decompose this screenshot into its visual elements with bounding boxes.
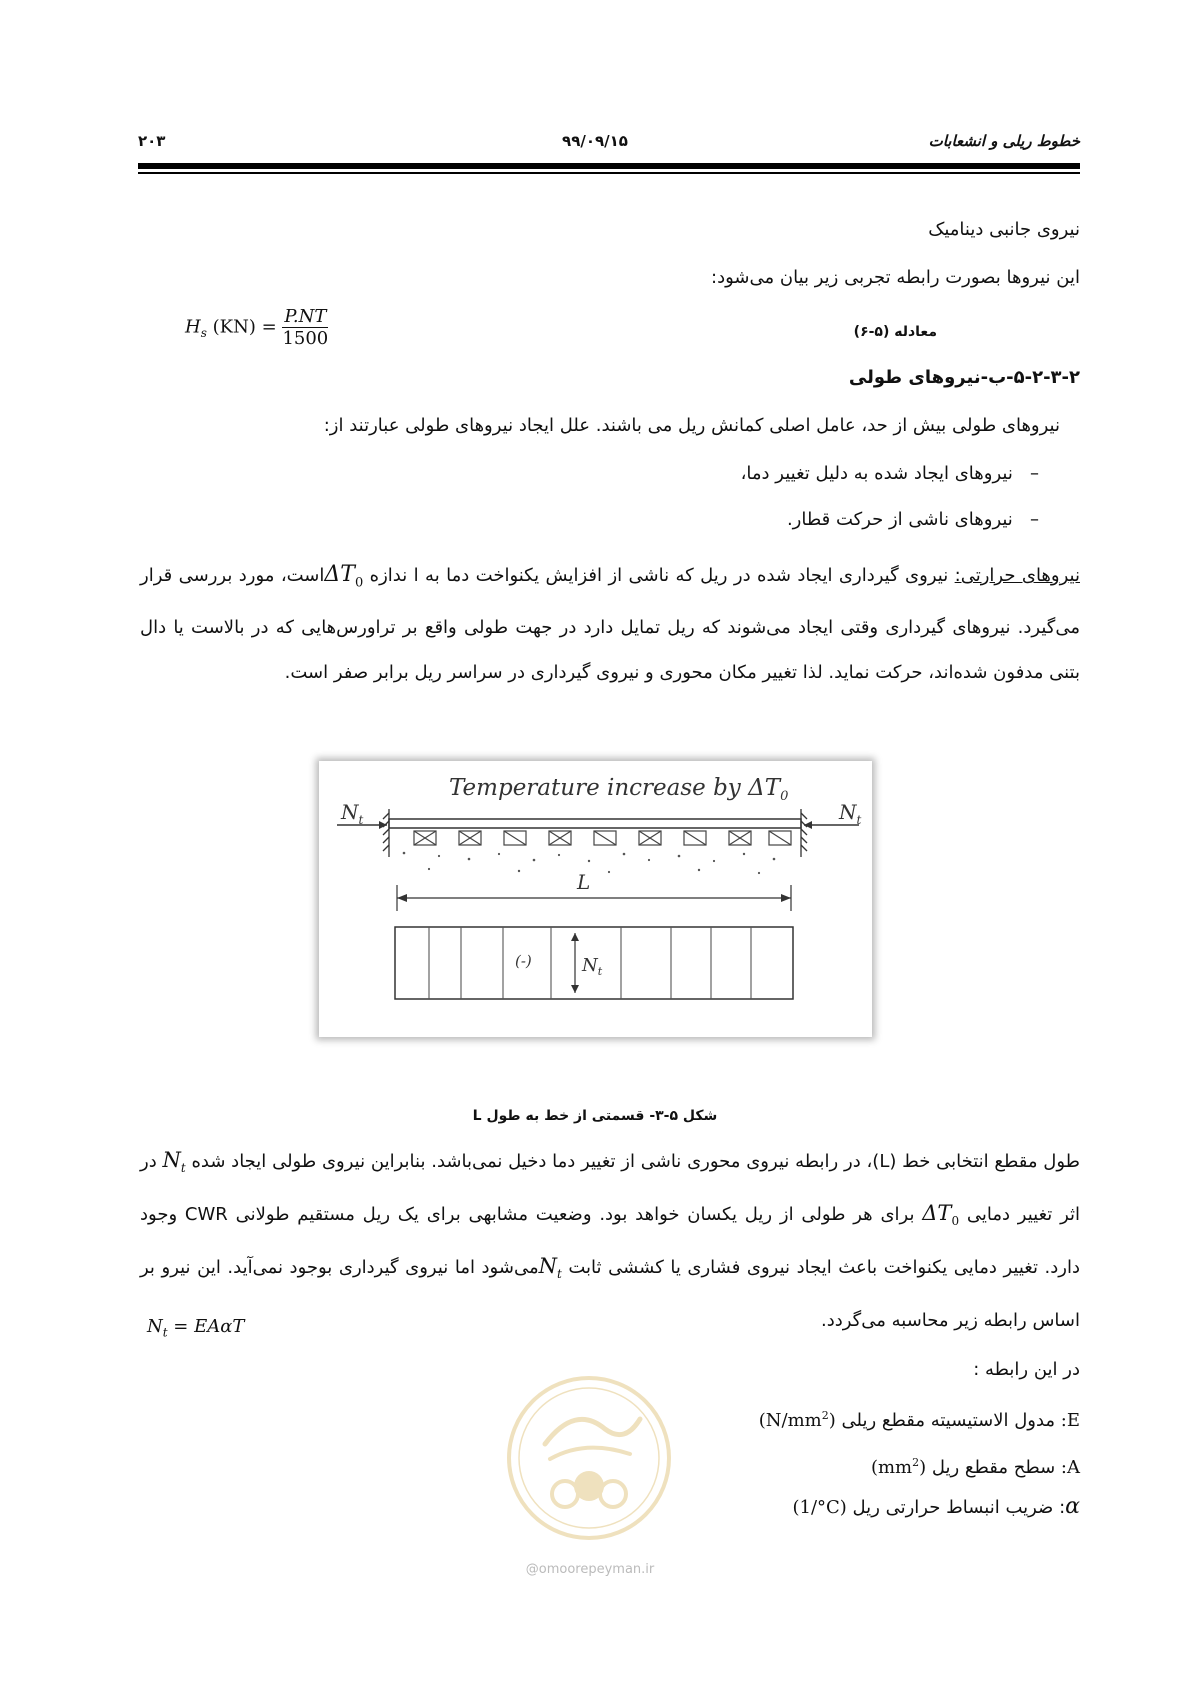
eq1-fraction [282,306,328,349]
header-date: ۹۹/۰۹/۱۵ [562,132,628,150]
rail [389,819,801,828]
def-symbol: A: [1060,1457,1080,1478]
eq1-numerator: P.NT [284,306,327,327]
unit-sup: 2 [821,1409,829,1422]
def-unit [759,1410,836,1431]
bullet-item-1 [339,461,1039,487]
para2-after: است، مورد بررسی قرار می‌گیرد. نیروهای گیرداری وقتی ایجاد می‌شوند که ریل تمایل دارد در جهت طولی واقع بر تراورس‌هایی که در بالاست یا دال بتنی مدفون شده‌اند، حرکت نماید. لذا تغییر مکان محوری و نیروی گیرداری در سراسر ریل برابر صفر است. [140,565,1080,684]
sign-label: (-) [515,952,532,970]
watermark-logo [505,1374,673,1542]
header-rule-thin [138,172,1080,174]
bullet-dash: – [1030,509,1039,530]
def-symbol: α [1065,1494,1080,1519]
text-line-2: این نیروها بصورت رابطه تجربی زیر بیان می‌شود: [711,267,1080,288]
figure-title: Temperature increase by $\Delta T_0$ [449,775,789,804]
eq1-denominator: 1500 [282,328,329,349]
watermark-seal-icon [505,1374,673,1542]
def-text: مدول الاستیسیته مقطع ریلی [835,1410,1061,1431]
dim-arrow-left [397,894,407,902]
dim-arrow-right [781,894,791,902]
unit-close: ) [828,1410,836,1431]
left-support [383,809,389,857]
para3-part4: می‌شود اما نیروی گیرداری بوجود نمی‌آید. این نیرو بر اساس رابطه زیر محاسبه می‌گردد. [140,1257,1080,1331]
eq2-rhs: = EAαT [167,1316,245,1337]
para3-part2: در اثر تغییر دمایی [140,1151,1081,1226]
unit-sup: 2 [912,1456,920,1469]
nt-symbol-2 [538,1254,562,1282]
force-arrow-bottom [571,985,579,993]
def-symbol: E: [1060,1410,1080,1431]
right-force-label: $N_t$ [839,800,862,827]
text-line-1: نیروی جانبی دینامیک [928,219,1080,240]
sleepers [414,831,791,845]
eq1-unit: (KN) = [212,316,277,338]
paragraph-1: نیروهای طولی بیش از حد، عامل اصلی کمانش ریل می باشند. علل ایجاد نیروهای طولی عبارتند از: [323,415,1060,436]
left-force-label: $N_t$ [341,800,364,827]
paragraph-thermal-forces [140,552,1080,695]
figure-caption: شکل ۵-۳- قسمتی از خط به طول L [472,1108,718,1124]
def-text: : ضریب انبساط حرارتی ریل [846,1497,1066,1518]
para3-part1: طول مقطع انتخابی خط (L)، در رابطه نیروی محوری ناشی از تغییر دما دخیل نمی‌باشد. بنابراین نیروی طولی ایجاد شده [185,1151,1080,1172]
unit-text: (N/mm [758,1410,822,1431]
diagram-force-label: $N_t$ [582,955,603,978]
bullet-text-1: نیروهای ایجاد شده به دلیل تغییر دما، [740,463,1013,484]
delta-t0-symbol [324,562,364,591]
eq1-sub: s [200,326,207,341]
def-text: سطح مقطع ریل [926,1457,1061,1478]
nt-symbol-1 [162,1148,186,1176]
para2-before: نیروی گیرداری ایجاد شده در ریل که ناشی از افزایش یکنواخت دما به ا ندازه [363,565,955,586]
paragraph-section-length [140,1138,1080,1343]
force-arrow-top [571,933,579,941]
underlined-term: نیروهای حرارتی: [954,565,1080,586]
nt-letter: N [538,1254,557,1279]
rail-segment-diagram [319,761,872,1037]
nt-sub: t [556,1267,562,1282]
bullet-dash: – [1030,463,1039,484]
delta-t-symbol: ΔT [324,562,355,587]
figure-rail-segment [319,761,872,1037]
page-number: ۲۰۳ [138,132,166,150]
unit-text: (mm [870,1457,913,1478]
equation-thermal-force [147,1316,244,1340]
eq2-sub: t [162,1325,168,1340]
equation-label: معادله (۵-۶) [853,324,937,340]
unit-close: ) [919,1457,927,1478]
para3-part3: برای هر طولی از ریل یکسان خواهد بود. وضعیت مشابهی برای یک ریل مستقیم طولانی CWR وجود دارد. تغییر دمایی یکنواخت باعث ایجاد نیروی فشاری یا کششی ثابت [140,1204,1080,1279]
definitions-intro: در این رابطه : [973,1359,1080,1380]
dt-sub: 0 [951,1214,960,1229]
header-rule-thick [138,163,1080,169]
right-support [801,809,807,857]
bullet-text-2: نیروهای ناشی از حرکت قطار. [786,509,1013,530]
bullet-item-2 [339,507,1039,533]
def-unit [871,1457,926,1478]
eq1-h: H [185,316,201,338]
book-title: خطوط ریلی و انشعابات [928,132,1080,150]
length-label: L [577,870,591,894]
delta-t0-symbol-2 [922,1201,960,1229]
section-heading: ۵-۲-۳-۲-ب-نیروهای طولی [848,367,1080,388]
nt-sub: t [180,1161,186,1176]
equation-lateral-force [185,306,328,349]
def-unit [792,1497,846,1518]
eq2-lhs: N [147,1316,163,1337]
watermark-text: @omoorepeyman.ir [525,1562,655,1577]
dt-letter: ΔT [922,1201,952,1226]
unit-text: (1/°C) [792,1497,847,1518]
delta-t-sub: 0 [354,575,364,591]
nt-letter: N [162,1148,181,1172]
